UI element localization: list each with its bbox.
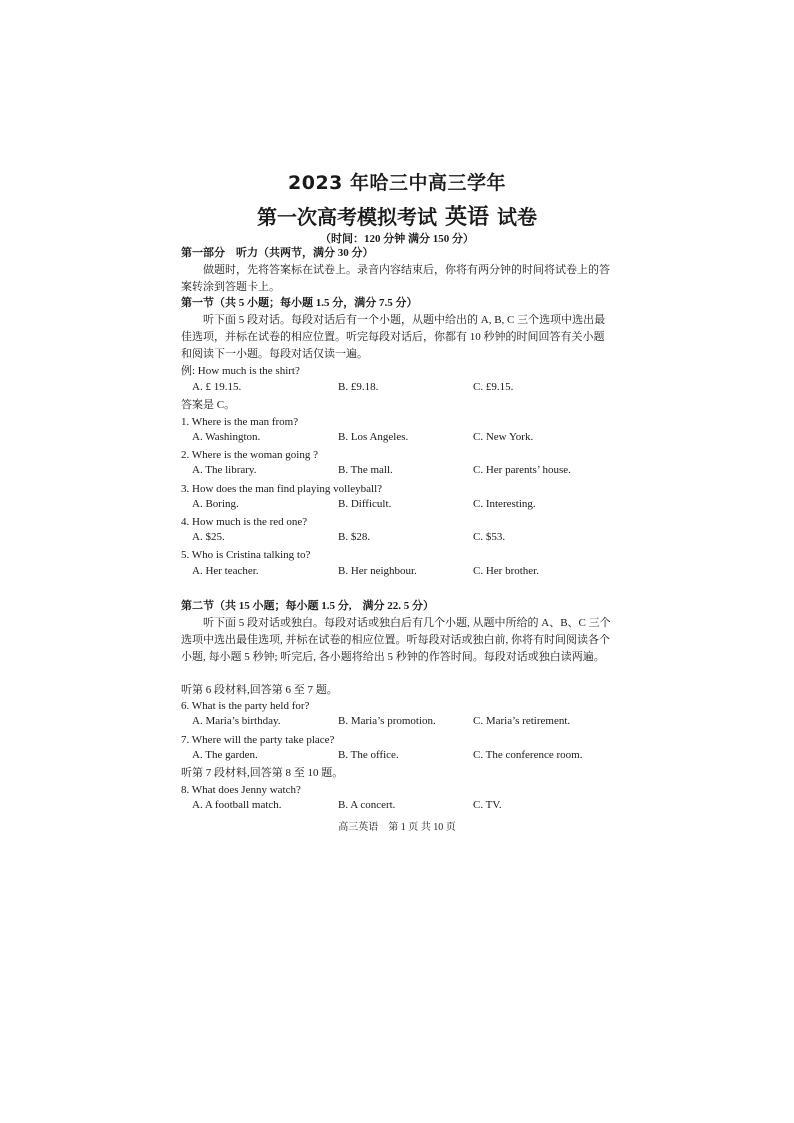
question-2: 2. Where is the woman going ? bbox=[181, 449, 318, 461]
section2-instruction: 听下面 5 段对话或独白。每段对话或独白后有几个小题, 从题中所给的 A、B、C 三个选项中选出最佳选项, 并标在试卷的相应位置。听每段对话或独白前, 你将有时间阅读各个小题, 每小题 5 秒钟; 听完后, 各小题将给出 5 秒钟的作答时间。每段对话或独白读两遍。 bbox=[181, 617, 611, 663]
q3-option-c: C. Interesting. bbox=[473, 498, 536, 510]
example-question: 例: How much is the shirt? bbox=[181, 365, 300, 377]
q6-option-a: A. Maria’s birthday. bbox=[192, 715, 281, 727]
question-7: 7. Where will the party take place? bbox=[181, 734, 335, 746]
q1-option-b: B. Los Angeles. bbox=[338, 431, 409, 443]
q5-option-a: A. Her teacher. bbox=[192, 565, 259, 577]
q6-option-c: C. Maria’s retirement. bbox=[473, 715, 571, 727]
question-8: 8. What does Jenny watch? bbox=[181, 784, 301, 796]
q7-option-b: B. The office. bbox=[338, 749, 399, 761]
q8-option-a: A. A football match. bbox=[192, 799, 282, 811]
q5-option-c: C. Her brother. bbox=[473, 565, 539, 577]
part1-instruction: 做题时，先将答案标在试卷上。录音内容结束后，你将有两分钟的时间将试卷上的答案转涂到答题卡上。 bbox=[181, 264, 610, 293]
example-option-a: A. £ 19.15. bbox=[192, 381, 242, 393]
exam-title-line1: 2023 年哈三中高三学年 bbox=[288, 172, 506, 194]
exam-title-right: 试卷 bbox=[497, 205, 537, 229]
q4-option-b: B. $28. bbox=[338, 531, 371, 543]
q2-option-b: B. The mall. bbox=[338, 464, 393, 476]
section2-heading: 第二节（共 15 小题；每小题 1.5 分, 满分 22. 5 分） bbox=[181, 600, 434, 612]
q8-option-b: B. A concert. bbox=[338, 799, 396, 811]
question-4: 4. How much is the red one? bbox=[181, 516, 308, 528]
q5-option-b: B. Her neighbour. bbox=[338, 565, 417, 577]
q1-option-a: A. Washington. bbox=[192, 431, 261, 443]
exam-title-left: 第一次高考模拟考试 bbox=[256, 205, 437, 229]
q3-option-b: B. Difficult. bbox=[338, 498, 392, 510]
q7-option-c: C. The conference room. bbox=[473, 749, 583, 761]
material-7-intro: 听第 7 段材料,回答第 8 至 10 题。 bbox=[181, 767, 344, 779]
question-5: 5. Who is Cristina talking to? bbox=[181, 549, 311, 561]
q2-option-c: C. Her parents’ house. bbox=[473, 464, 571, 476]
example-option-c: C. £9.15. bbox=[473, 381, 514, 393]
q4-option-a: A. $25. bbox=[192, 531, 225, 543]
question-6: 6. What is the party held for? bbox=[181, 700, 310, 712]
exam-title-line2 bbox=[0, 200, 794, 231]
q8-option-c: C. TV. bbox=[473, 799, 502, 811]
material-6-intro: 听第 6 段材料,回答第 6 至 7 题。 bbox=[181, 684, 338, 696]
question-3: 3. How does the man find playing volleyball? bbox=[181, 483, 383, 495]
time-info: （时间：120 分钟 满分 150 分） bbox=[320, 233, 474, 245]
page-footer: 高三英语 第 1 页 共 10 页 bbox=[338, 822, 456, 833]
q3-option-a: A. Boring. bbox=[192, 498, 239, 510]
q2-option-a: A. The library. bbox=[192, 464, 257, 476]
part1-heading: 第一部分 听力（共两节，满分 30 分） bbox=[181, 247, 374, 259]
q4-option-c: C. $53. bbox=[473, 531, 506, 543]
example-answer: 答案是 C。 bbox=[181, 399, 236, 411]
section1-instruction: 听下面 5 段对话。每段对话后有一个小题，从题中给出的 A, B, C 三个选项中选出最佳选项，并标在试卷的相应位置。听完每段对话后，你都有 10 秒钟的时间回答有关小题和阅读下一小题。每段对话仅读一遍。 bbox=[181, 314, 606, 360]
q7-option-a: A. The garden. bbox=[192, 749, 258, 761]
q1-option-c: C. New York. bbox=[473, 431, 534, 443]
q6-option-b: B. Maria’s promotion. bbox=[338, 715, 436, 727]
section1-heading: 第一节（共 5 小题；每小题 1.5 分，满分 7.5 分） bbox=[181, 297, 418, 309]
example-option-b: B. £9.18. bbox=[338, 381, 379, 393]
question-1: 1. Where is the man from? bbox=[181, 416, 299, 428]
exam-subject: 英语 bbox=[444, 204, 489, 230]
